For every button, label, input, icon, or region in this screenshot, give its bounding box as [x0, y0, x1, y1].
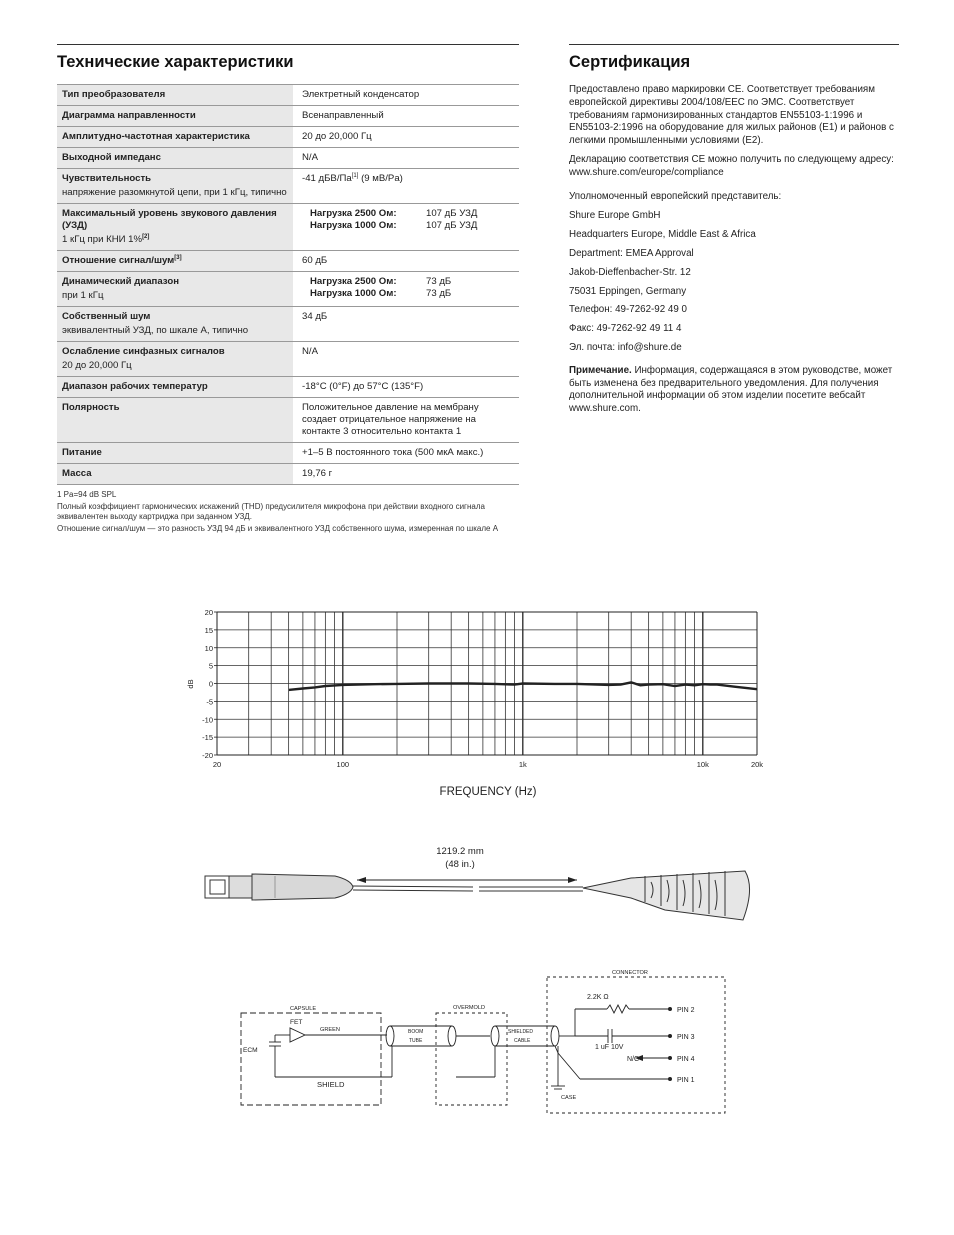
spec-row	[57, 204, 519, 251]
wiring-schematic	[235, 962, 735, 1117]
spec-value-cell	[293, 464, 519, 485]
spec-label-cell	[57, 272, 293, 307]
address-line: 75031 Eppingen, Germany	[569, 285, 687, 297]
note-3: Отношение сигнал/шум — это разность УЗД 94 дБ и эквивалентного УЗД собственного шума, измеренная по шкале A	[57, 524, 499, 533]
load-value: 107 дБ УЗД	[426, 208, 478, 219]
label-capacitor: 1 uF 10V	[595, 1044, 624, 1051]
spec-label-cell	[57, 307, 293, 342]
frequency-response-chart	[180, 600, 780, 800]
label-nc: N/C	[627, 1056, 640, 1063]
chart-ytick-label: -5	[206, 697, 213, 707]
spec-value-cell	[293, 148, 519, 169]
spec-value-cell	[293, 204, 519, 251]
spec-value: Всенаправленный	[302, 110, 384, 121]
spec-label-cell	[57, 106, 293, 127]
label-shielded: SHIELDED	[508, 1029, 534, 1035]
label-case: CASE	[561, 1095, 577, 1101]
spec-value-cell	[293, 127, 519, 148]
spec-label-text: Диаграмма направленности	[62, 110, 196, 121]
spec-row	[57, 464, 519, 485]
spec-row	[57, 443, 519, 464]
fet-icon	[290, 1028, 305, 1042]
load-label: Нагрузка 2500 Ом:	[310, 276, 397, 287]
label-cable: CABLE	[514, 1038, 531, 1044]
spec-label	[62, 208, 288, 232]
spec-value-cell	[293, 398, 519, 443]
chart-ylabel: dB	[186, 679, 195, 689]
spec-label	[62, 110, 288, 122]
address-line: Факс: 49-7262-92 49 11 4	[569, 323, 682, 335]
cert-address	[569, 210, 899, 354]
spec-value: 19,76 г	[302, 468, 333, 479]
chart-xtick-label: 20k	[750, 760, 764, 769]
address-line: Эл. почта: info@shure.de	[569, 341, 682, 353]
spec-label-text: Полярность	[62, 402, 120, 413]
spec-label-cell	[57, 443, 293, 464]
capsule-box	[241, 1013, 381, 1105]
spec-label-cell	[57, 127, 293, 148]
label-ecm: ECM	[243, 1047, 258, 1054]
spec-value-cell	[293, 377, 519, 398]
spec-label-cell	[57, 464, 293, 485]
spec-value: N/A	[302, 152, 318, 163]
spec-label-text: Питание	[62, 447, 102, 458]
pin1-dot	[668, 1077, 672, 1081]
cert-representative-label: Уполномоченный европейский представитель:	[569, 190, 782, 202]
spec-value: 34 дБ	[302, 311, 328, 322]
spec-row	[57, 127, 519, 148]
label-tube: TUBE	[409, 1038, 423, 1044]
spec-value-cell	[293, 169, 519, 204]
spec-sublabel: напряжение разомкнутой цепи, при 1 кГц, типично	[62, 187, 287, 198]
spec-label-cell	[57, 204, 293, 251]
specs-table	[57, 84, 519, 485]
load-label: Нагрузка 1000 Ом:	[310, 220, 397, 231]
load-line	[302, 276, 514, 288]
chart-xtick-label: 20	[212, 760, 222, 769]
label-pin3: PIN 3	[677, 1034, 695, 1041]
chart-ytick-label: 5	[208, 661, 213, 671]
overmold-icon	[583, 871, 750, 920]
specs-top-rule	[57, 44, 519, 45]
specs-section	[57, 44, 519, 536]
spec-sublabel	[62, 234, 288, 246]
spec-value: N/A	[302, 346, 318, 357]
label-shield: SHIELD	[317, 1080, 345, 1089]
load-line	[302, 288, 514, 300]
spec-label	[62, 255, 288, 267]
spec-row	[57, 307, 519, 342]
spec-label	[62, 276, 288, 288]
spec-value: +1–5 В постоянного тока (500 мкА макс.)	[302, 447, 484, 458]
chart-ytick-label: -15	[202, 733, 213, 743]
address-line: Department: EMEA Approval	[569, 247, 694, 259]
pin3-dot	[668, 1034, 672, 1038]
load-value: 73 дБ	[426, 276, 452, 287]
spec-label-text: Максимальный уровень звукового давления (УЗД)	[62, 208, 277, 231]
spec-label	[62, 173, 288, 185]
cert-note-label: Примечание.	[569, 364, 632, 376]
spec-label-cell	[57, 169, 293, 204]
spec-value: 20 до 20,000 Гц	[302, 131, 372, 142]
spec-value: (9 мВ/Pa)	[358, 173, 403, 184]
chart-xtick-label: 100	[336, 760, 350, 769]
spec-row	[57, 169, 519, 204]
load-value: 107 дБ УЗД	[426, 220, 478, 231]
label-green: GREEN	[320, 1027, 340, 1033]
spec-value: 60 дБ	[302, 255, 328, 266]
pin4-dot	[668, 1056, 672, 1060]
load-value: 73 дБ	[426, 288, 452, 299]
spec-value: -18°C (0°F) до 57°C (135°F)	[302, 381, 424, 392]
spec-value: Положительное давление на мембрану создает отрицательное напряжение на контакте 3 относительно контакта 1	[302, 402, 479, 437]
spec-row	[57, 106, 519, 127]
label-pin4: PIN 4	[677, 1056, 695, 1063]
load-label: Нагрузка 1000 Ом:	[310, 288, 397, 299]
cert-title: Сертификация	[569, 53, 691, 71]
spec-label	[62, 131, 288, 143]
spec-value: Электретный конденсатор	[302, 89, 420, 100]
resistor-icon	[607, 1005, 629, 1013]
spec-label-text: Амплитудно-частотная характеристика	[62, 131, 250, 142]
spec-label-cell	[57, 342, 293, 377]
label-overmold: OVERMOLD	[453, 1005, 486, 1011]
spec-label-text: Диапазон рабочих температур	[62, 381, 208, 392]
spec-value-cell	[293, 272, 519, 307]
chart-xlabel: FREQUENCY (Hz)	[439, 786, 537, 798]
label-boom: BOOM	[408, 1029, 424, 1035]
label-pin2: PIN 2	[677, 1007, 695, 1014]
label-fet: FET	[290, 1019, 303, 1026]
chart-ytick-label: -10	[202, 715, 213, 725]
spec-row	[57, 342, 519, 377]
address-line: Headquarters Europe, Middle East & Africa	[569, 229, 756, 241]
footnote-ref: [2]	[142, 233, 150, 240]
spec-label	[62, 468, 288, 480]
load-line	[302, 220, 514, 232]
shielded-cable-icon	[491, 1026, 499, 1046]
cable-icon	[353, 886, 583, 891]
footnote-ref: [1]	[351, 172, 359, 179]
load-label: Нагрузка 2500 Ом:	[310, 208, 397, 219]
note-1: 1 Pa=94 dB SPL	[57, 490, 117, 499]
spec-sublabel: эквивалентный УЗД, по шкале A, типично	[62, 325, 249, 336]
cable-length-in: (48 in.)	[445, 859, 475, 870]
spec-value-cell	[293, 342, 519, 377]
specs-notes	[57, 490, 519, 534]
spec-row	[57, 251, 519, 272]
cert-note	[569, 365, 899, 416]
cert-section	[569, 44, 899, 422]
label-pin1: PIN 1	[677, 1077, 695, 1084]
spec-row	[57, 377, 519, 398]
spec-label-cell	[57, 85, 293, 106]
boom-tube-icon	[386, 1026, 394, 1046]
chart-ytick-label: -20	[202, 751, 213, 760]
spec-label-text: Масса	[62, 468, 92, 479]
label-connector: CONNECTOR	[612, 970, 648, 976]
spec-label-cell	[57, 251, 293, 272]
spec-label	[62, 346, 288, 358]
spec-row	[57, 272, 519, 307]
spec-label-text: Динамический диапазон	[62, 276, 179, 287]
spec-value-cell	[293, 443, 519, 464]
spec-label-text: Тип преобразователя	[62, 89, 166, 100]
cert-paragraph-1: Предоставлено право маркировки CE. Соответствует требованиям европейской директивы 2004/108/EEC по ЭМС. Соответствует требованиям гармонизированных стандартов EN55103-1:1996 и EN55103-2:1996 на оборудование для жилых районов (E1) и районов с легкими промышленными условиями (E2).	[569, 84, 894, 147]
spec-label-text: Выходной импеданс	[62, 152, 161, 163]
spec-value-cell	[293, 307, 519, 342]
footnote-ref: [3]	[174, 254, 182, 261]
pin2-dot	[668, 1007, 672, 1011]
spec-label-text: Ослабление синфазных сигналов	[62, 346, 225, 357]
spec-row	[57, 148, 519, 169]
spec-label	[62, 402, 288, 414]
cert-note-text: Информация, содержащаяся в этом руководстве, может быть изменена без предварительного уведомления. Для получения дополнительной информации об этом изделии посетите вебсайт www.shure.com.	[569, 364, 893, 415]
label-resistor: 2.2K Ω	[587, 994, 609, 1001]
chart-ytick-label: 0	[208, 679, 213, 689]
spec-row	[57, 398, 519, 443]
spec-value-cell	[293, 85, 519, 106]
spec-value-cell	[293, 106, 519, 127]
spec-value-cell	[293, 251, 519, 272]
chart-ytick-label: 15	[204, 625, 213, 635]
chart-xtick-label: 10k	[696, 760, 709, 769]
spec-label	[62, 152, 288, 164]
spec-label-cell	[57, 148, 293, 169]
address-line: Телефон: 49-7262-92 49 0	[569, 304, 687, 316]
xlr-connector-icon	[205, 874, 353, 900]
spec-label-cell	[57, 398, 293, 443]
label-capsule: CAPSULE	[290, 1006, 317, 1012]
spec-label-text: Собственный шум	[62, 311, 151, 322]
chart-ytick-label: 20	[204, 608, 213, 617]
note-2: Полный коэффициент гармонических искажений (THD) предусилителя микрофона при действии входного сигнала эквивалентен выходу картриджа при заданном УЗД.	[57, 502, 485, 521]
spec-sublabel: при 1 кГц	[62, 290, 104, 301]
connector-box	[547, 977, 725, 1113]
spec-label-text: Отношение сигнал/шум	[62, 255, 175, 266]
chart-ytick-label: 10	[204, 643, 213, 653]
cert-top-rule	[569, 44, 899, 45]
spec-sublabel: 20 до 20,000 Гц	[62, 360, 132, 371]
cert-paragraph-2: Декларацию соответствия CE можно получить по следующему адресу: www.shure.com/europe/compliance	[569, 153, 894, 178]
load-line	[302, 208, 514, 220]
dimension-arrow	[357, 877, 577, 883]
spec-label-text: Чувствительность	[62, 173, 152, 184]
spec-label	[62, 89, 288, 101]
specs-title: Технические характеристики	[57, 53, 294, 71]
spec-row	[57, 85, 519, 106]
spec-label	[62, 447, 288, 459]
spec-label	[62, 381, 288, 393]
chart-xtick-label: 1k	[518, 760, 527, 769]
address-line: Jakob-Dieffenbacher-Str. 12	[569, 266, 691, 278]
spec-label-cell	[57, 377, 293, 398]
cable-drawing	[195, 840, 765, 935]
spec-value: -41 дБВ/Па	[302, 173, 352, 184]
spec-label	[62, 311, 288, 323]
spec-sublabel-text: 1 кГц при КНИ 1%	[62, 234, 143, 245]
address-line: Shure Europe GmbH	[569, 210, 661, 222]
cable-length-mm: 1219.2 mm	[436, 846, 484, 857]
